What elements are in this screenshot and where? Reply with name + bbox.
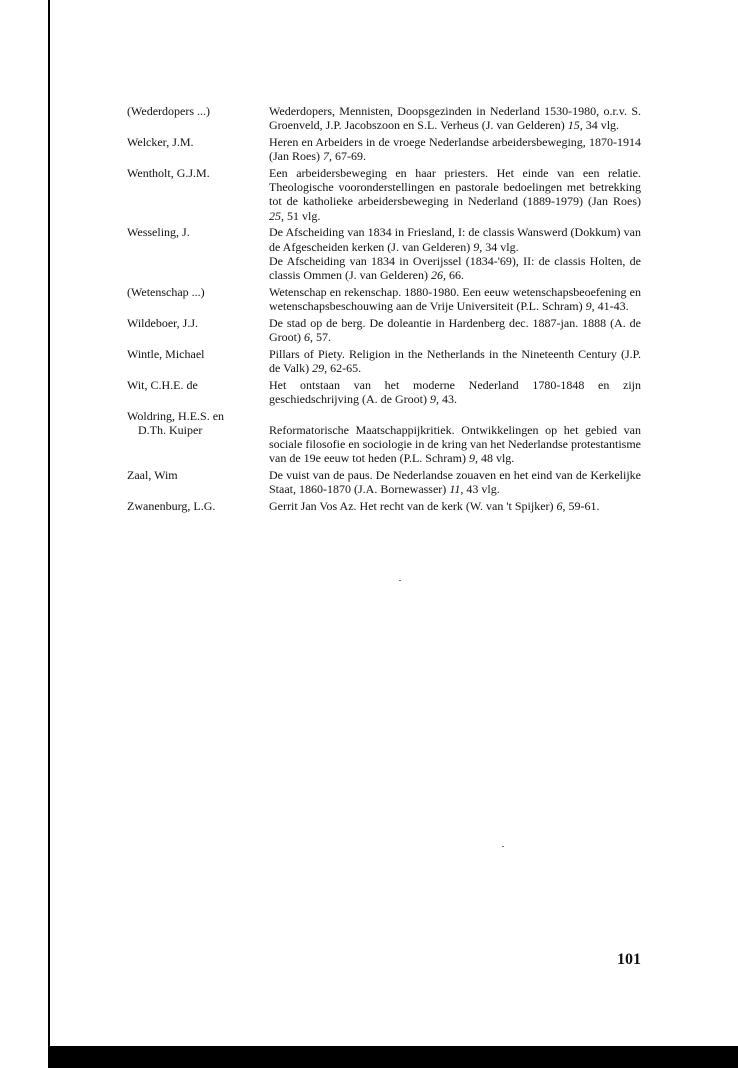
entry-author xyxy=(127,378,269,406)
work-title: Heren en Arbeiders in de vroege Nederlandse arbeidersbeweging, 1870-1914 (Jan Roes) xyxy=(269,135,641,164)
author-name-line: Wit, C.H.E. de xyxy=(127,377,198,392)
work-citation xyxy=(269,285,641,313)
work-title: Het ontstaan van het moderne Nederland 1780-1848 en zijn geschiedschrijving (A. de Groot) xyxy=(269,377,641,407)
work-citation xyxy=(269,316,641,344)
page-range: 34 vlg. xyxy=(485,239,519,254)
index-entry xyxy=(127,166,641,223)
work-citation xyxy=(269,135,641,163)
page-range: 41-43. xyxy=(597,299,629,314)
scan-speck xyxy=(399,580,401,581)
entry-works xyxy=(269,225,641,282)
entry-author xyxy=(127,104,269,132)
entry-author xyxy=(127,468,269,496)
author-name-line: (Wetenschap ...) xyxy=(127,284,205,299)
index-entry xyxy=(127,409,641,466)
entry-works xyxy=(269,104,641,132)
volume-number: 29, xyxy=(312,361,328,376)
work-title: De Afscheiding van 1834 in Friesland, I: de classis Wanswerd (Dokkum) van de Afgescheiden kerken (J. van Gelderen) xyxy=(269,225,641,254)
volume-number: 15, xyxy=(567,118,583,133)
author-index-list xyxy=(127,104,641,516)
work-title: Wederdopers, Mennisten, Doopsgezinden in Nederland 1530-1980, o.r.v. S. Groenveld, J.P. Jacobszoon en S.L. Verheus (J. van Gelderen) xyxy=(269,104,641,133)
work-citation xyxy=(269,104,641,132)
index-entry xyxy=(127,285,641,313)
index-entry xyxy=(127,316,641,344)
work-citation xyxy=(269,499,641,513)
entry-author xyxy=(127,347,269,375)
scan-left-edge xyxy=(48,0,50,1068)
entry-author xyxy=(127,225,269,282)
page-range: 66. xyxy=(448,268,464,283)
volume-number: 9, xyxy=(429,392,439,407)
page-range: 34 vlg. xyxy=(585,118,620,133)
author-name-line: Wentholt, G.J.M. xyxy=(127,166,210,180)
index-entry xyxy=(127,104,641,132)
scan-bottom-border xyxy=(48,1046,738,1068)
entry-author xyxy=(127,285,269,313)
entry-author xyxy=(127,166,269,223)
page-range: 51 vlg. xyxy=(287,208,321,223)
entry-author xyxy=(127,135,269,163)
page-range: 62-65. xyxy=(330,361,362,376)
author-name-line: Welcker, J.M. xyxy=(127,135,194,149)
index-entry xyxy=(127,378,641,406)
work-title: De stad op de berg. De doleantie in Hardenberg dec. 1887-jan. 1888 (A. de Groot) xyxy=(269,315,641,345)
work-title: De Afscheiding van 1834 in Overijssel (1834-'69), II: de classis Holten, de classis Ommen (J. van Gelderen) xyxy=(269,253,641,283)
work-title: Wetenschap en rekenschap. 1880-1980. Een eeuw wetenschapsbeoefening en wetenschapsbeschouwing aan de Vrije Universiteit (P.L. Schram) xyxy=(269,284,641,314)
volume-number: 7, xyxy=(323,149,332,164)
work-title: De vuist van de paus. De Nederlandse zouaven en het eind van de Kerkelijke Staat, 1860-1870 (J.A. Bornewasser) xyxy=(269,468,641,497)
work-citation xyxy=(269,423,641,466)
page-range: 57. xyxy=(316,330,331,345)
author-name-line: Wildeboer, J.J. xyxy=(127,315,199,330)
entry-author xyxy=(127,409,269,466)
index-entry xyxy=(127,347,641,375)
volume-number: 26, xyxy=(430,268,446,283)
page-range: 43 vlg. xyxy=(466,482,500,497)
work-citation xyxy=(269,166,641,223)
page-range: 43. xyxy=(441,392,457,407)
scan-speck xyxy=(502,846,504,847)
author-name-line: Woldring, H.E.S. en xyxy=(127,408,225,423)
work-title: Gerrit Jan Vos Az. Het recht van de kerk (W. van 't Spijker) xyxy=(269,499,554,514)
work-title: Pillars of Piety. Religion in the Netherlands in the Nineteenth Century (J.P. de Valk) xyxy=(269,346,641,376)
entry-works xyxy=(269,285,641,313)
index-entry xyxy=(127,135,641,163)
volume-number: 25, xyxy=(269,208,284,223)
entry-works xyxy=(269,135,641,163)
page-range: 59-61. xyxy=(568,499,600,514)
volume-number: 9, xyxy=(585,299,595,314)
index-entry xyxy=(127,225,641,282)
work-title: Een arbeidersbeweging en haar priesters. Het einde van een relatie. Theologische vooronderstellingen en pastorale bedoelingen met betrekking tot de katholieke arbeidersbeweging in Nederland (1889-1979) (Jan Roes) xyxy=(269,166,641,209)
volume-number: 11, xyxy=(449,482,464,497)
entry-works xyxy=(269,409,641,466)
volume-number: 6, xyxy=(304,330,313,345)
entry-author xyxy=(127,316,269,344)
entry-works xyxy=(269,499,641,513)
entry-works xyxy=(269,166,641,223)
page-range: 67-69. xyxy=(335,149,366,164)
author-name-line: Zaal, Wim xyxy=(127,468,178,483)
work-citation xyxy=(269,254,641,282)
entry-works xyxy=(269,468,641,496)
entry-works xyxy=(269,316,641,344)
entry-author xyxy=(127,499,269,513)
index-entry xyxy=(127,499,641,513)
work-citation xyxy=(269,468,641,496)
work-citation xyxy=(269,378,641,406)
work-citation xyxy=(269,347,641,375)
author-name-line: Wintle, Michael xyxy=(127,346,205,361)
work-citation xyxy=(269,225,641,253)
work-title: Reformatorische Maatschappijkritiek. Ontwikkelingen op het gebied van sociale filosofie en sociologie in de kring van het Nederlandse protestantisme van de 19e eeuw tot heden (P.L. Schram) xyxy=(269,423,641,466)
page-number: 101 xyxy=(617,951,641,968)
author-name-line: (Wederdopers ...) xyxy=(127,104,210,118)
entry-works xyxy=(269,347,641,375)
author-name-line: Wesseling, J. xyxy=(127,225,190,240)
volume-number: 9, xyxy=(468,451,478,466)
author-name-line: D.Th. Kuiper xyxy=(138,423,203,438)
entry-works xyxy=(269,378,641,406)
index-entry xyxy=(127,468,641,496)
author-name-line: Zwanenburg, L.G. xyxy=(127,499,216,514)
volume-number: 9, xyxy=(473,239,483,254)
page-range: 48 vlg. xyxy=(480,451,515,466)
volume-number: 6, xyxy=(556,499,566,514)
